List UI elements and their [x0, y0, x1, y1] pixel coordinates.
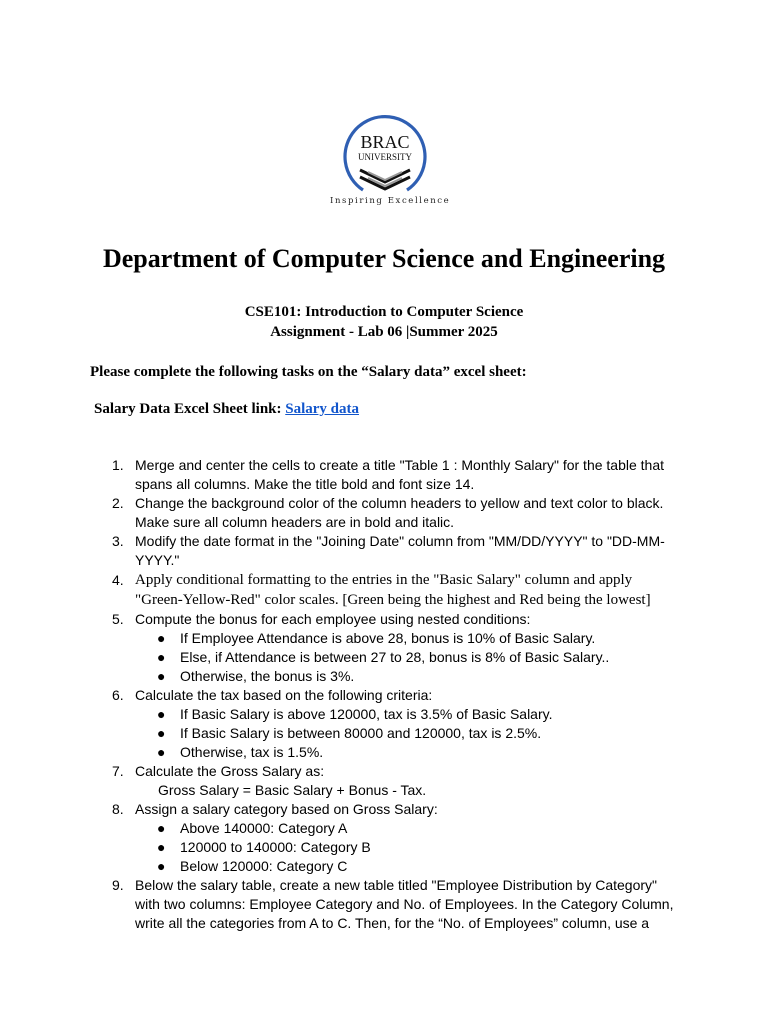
task-text: Merge and center the cells to create a title "Table 1 : Monthly Salary" for the table that spans all columns. Make the title bold and font size 14.	[135, 457, 664, 492]
excel-link-label: Salary Data Excel Sheet link:	[94, 401, 282, 417]
task-number: 3.	[112, 533, 124, 549]
list-item	[135, 705, 678, 724]
bullet-icon: ●	[157, 706, 166, 722]
task-2	[0, 494, 768, 532]
instruction-text: Please complete the following tasks on the “Salary data” excel sheet:	[90, 364, 527, 380]
list-item	[135, 629, 678, 648]
bullet-text: If Basic Salary is above 120000, tax is 3.5% of Basic Salary.	[180, 706, 553, 722]
bullet-text: Otherwise, tax is 1.5%.	[180, 744, 324, 760]
bullet-icon: ●	[157, 649, 166, 665]
bullet-text: Above 140000: Category A	[180, 820, 348, 836]
assignment-title: Assignment - Lab 06 |Summer 2025	[270, 324, 498, 340]
task-number: 6.	[112, 687, 124, 703]
task-text: Change the background color of the column headers to yellow and text color to black. Make sure all column headers are in bold and italic.	[135, 495, 664, 530]
bullet-icon: ●	[157, 744, 166, 760]
logo-name-line1: BRAC	[360, 132, 410, 152]
task-list	[0, 456, 768, 933]
task-text: Calculate the Gross Salary as:	[135, 763, 325, 779]
task-8	[0, 800, 768, 876]
bullet-text: Otherwise, the bonus is 3%.	[180, 668, 355, 684]
course-title: CSE101: Introduction to Computer Science	[244, 304, 524, 320]
logo-name-line2: UNIVERSITY	[358, 152, 412, 162]
task-text: Apply conditional formatting to the entries in the "Basic Salary" column and apply "Green-Yellow-Red" color scales. [Green being the highest and Red being the lowest]	[135, 572, 651, 608]
task-number: 5.	[112, 611, 124, 627]
list-item	[135, 838, 678, 857]
task-number: 2.	[112, 495, 124, 511]
task-7	[0, 762, 768, 800]
list-item	[135, 648, 678, 667]
bullet-icon: ●	[157, 630, 166, 646]
excel-link-line	[94, 401, 359, 418]
bullet-text: Below 120000: Category C	[180, 858, 348, 874]
logo-emblem	[330, 106, 440, 196]
list-item	[135, 819, 678, 838]
bullet-text: If Basic Salary is between 80000 and 120000, tax is 2.5%.	[180, 725, 542, 741]
course-info	[0, 302, 768, 342]
bullet-icon: ●	[157, 668, 166, 684]
list-item	[135, 857, 678, 876]
task-6	[0, 686, 768, 762]
task-text: Compute the bonus for each employee using nested conditions:	[135, 611, 531, 627]
task-number: 7.	[112, 763, 124, 779]
bullet-text: Else, if Attendance is between 27 to 28, bonus is 8% of Basic Salary..	[180, 649, 610, 665]
task-number: 8.	[112, 801, 124, 817]
task-5	[0, 610, 768, 686]
task-4	[0, 570, 768, 610]
bullet-icon: ●	[157, 839, 166, 855]
task-text: Modify the date format in the "Joining Date" column from "MM/DD/YYYY" to "DD-MM-YYYY."	[135, 533, 665, 568]
task-9	[0, 876, 768, 933]
task-1	[0, 456, 768, 494]
task-number: 9.	[112, 877, 124, 893]
brac-university-logo	[330, 106, 451, 214]
task-number: 1.	[112, 457, 124, 473]
bullet-icon: ●	[157, 858, 166, 874]
list-item	[135, 667, 678, 686]
task-3	[0, 532, 768, 570]
book-icon	[360, 170, 410, 189]
bullet-icon: ●	[157, 820, 166, 836]
logo-tagline: Inspiring Excellence	[330, 196, 451, 206]
task-text: Assign a salary category based on Gross Salary:	[135, 801, 438, 817]
task-text: Below the salary table, create a new table titled "Employee Distribution by Category" with two columns: Employee Category and No. of Employees. In the Category Column, write all the categories from A to C. Then, for the “No. of Employees” column, use a	[135, 877, 674, 931]
bullet-icon: ●	[157, 725, 166, 741]
list-item	[135, 724, 678, 743]
task-number: 4.	[112, 572, 124, 588]
list-item	[135, 743, 678, 762]
salary-data-link[interactable]: Salary data	[285, 401, 360, 417]
bullet-text: If Employee Attendance is above 28, bonus is 10% of Basic Salary.	[180, 630, 596, 646]
department-title: Department of Computer Science and Engineering	[102, 244, 666, 273]
gross-salary-formula: Gross Salary = Basic Salary + Bonus - Tax.	[158, 782, 427, 798]
bullet-text: 120000 to 140000: Category B	[180, 839, 371, 855]
task-text: Calculate the tax based on the following criteria:	[135, 687, 433, 703]
